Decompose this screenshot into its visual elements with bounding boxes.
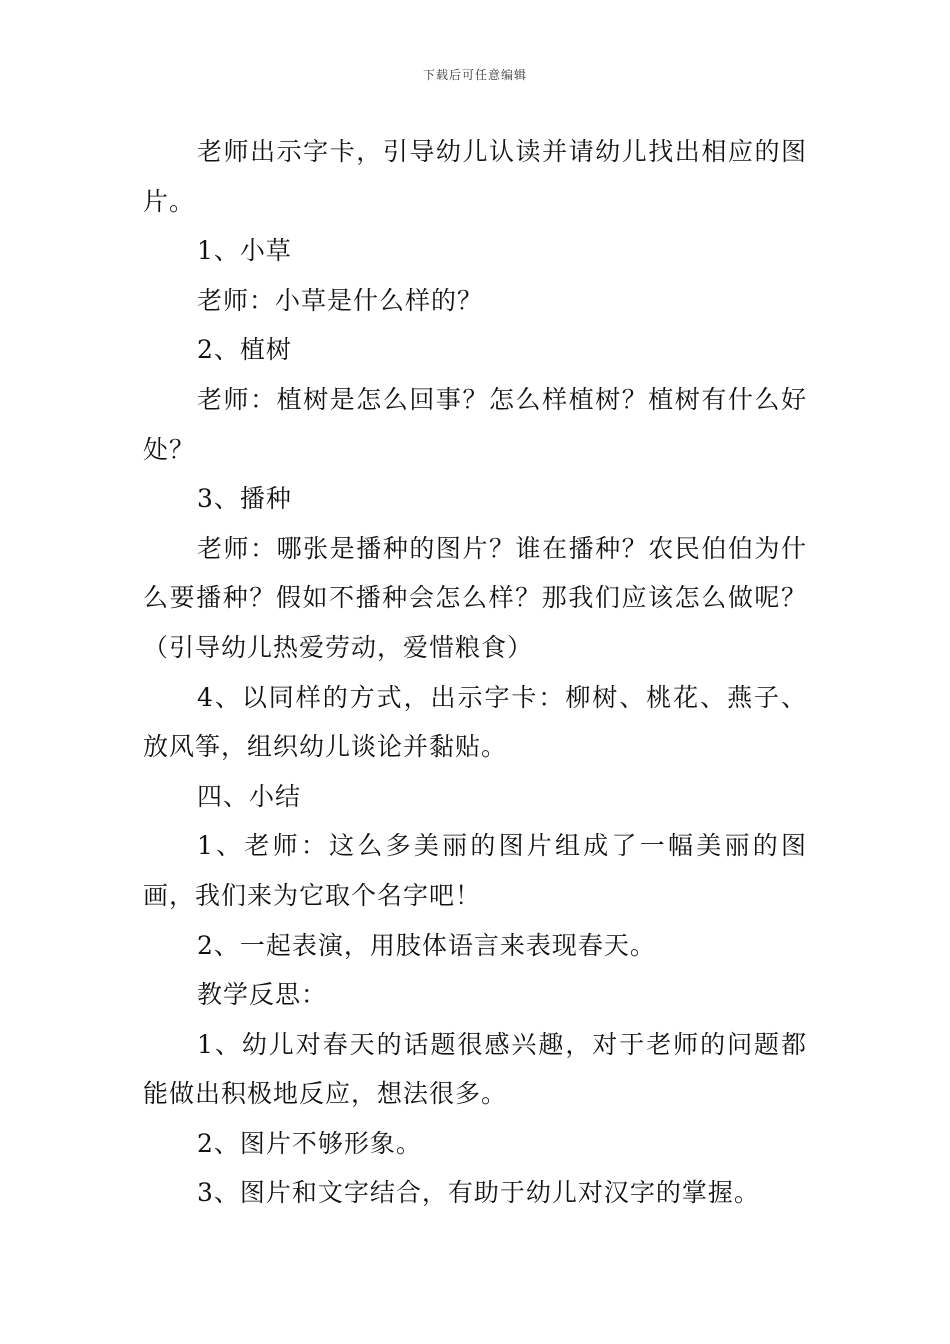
paragraph: 3、播种: [197, 484, 292, 514]
paragraph: 老师：小草是什么样的？: [197, 285, 484, 315]
paragraph: 2、一起表演，用肢体语言来表现春天。: [197, 930, 656, 960]
paragraph: 四、小结: [197, 781, 302, 811]
paragraph: 1、幼儿对春天的话题很感兴趣，对于老师的问题都能做出积极地反应，想法很多。: [143, 1029, 807, 1109]
paragraph: 教学反思：: [197, 980, 328, 1010]
paragraph: 1、小草: [197, 236, 292, 266]
paragraph: 老师：植树是怎么回事？怎么样植树？植树有什么好处？: [143, 384, 807, 464]
paragraph: 4、以同样的方式，出示字卡：柳树、桃花、燕子、放风筝，组织幼儿谈论并黏贴。: [143, 682, 807, 762]
page-header-note: 下载后可任意编辑: [422, 68, 527, 82]
document-body: [143, 127, 807, 1218]
paragraph: 1、老师：这么多美丽的图片组成了一幅美丽的图画，我们来为它取个名字吧！: [143, 831, 807, 910]
paragraph: 老师出示字卡，引导幼儿认读并请幼儿找出相应的图片。: [143, 137, 807, 216]
paragraph: 2、图片不够形象。: [197, 1128, 422, 1158]
paragraph: 老师：哪张是播种的图片？谁在播种？农民伯伯为什么要播种？假如不播种会怎么样？那我们应该怎么做呢？（引导幼儿热爱劳动，爱惜粮食）: [143, 533, 807, 662]
paragraph: 3、图片和文字结合，有助于幼儿对汉字的掌握。: [197, 1178, 760, 1208]
paragraph: 2、植树: [197, 335, 292, 365]
